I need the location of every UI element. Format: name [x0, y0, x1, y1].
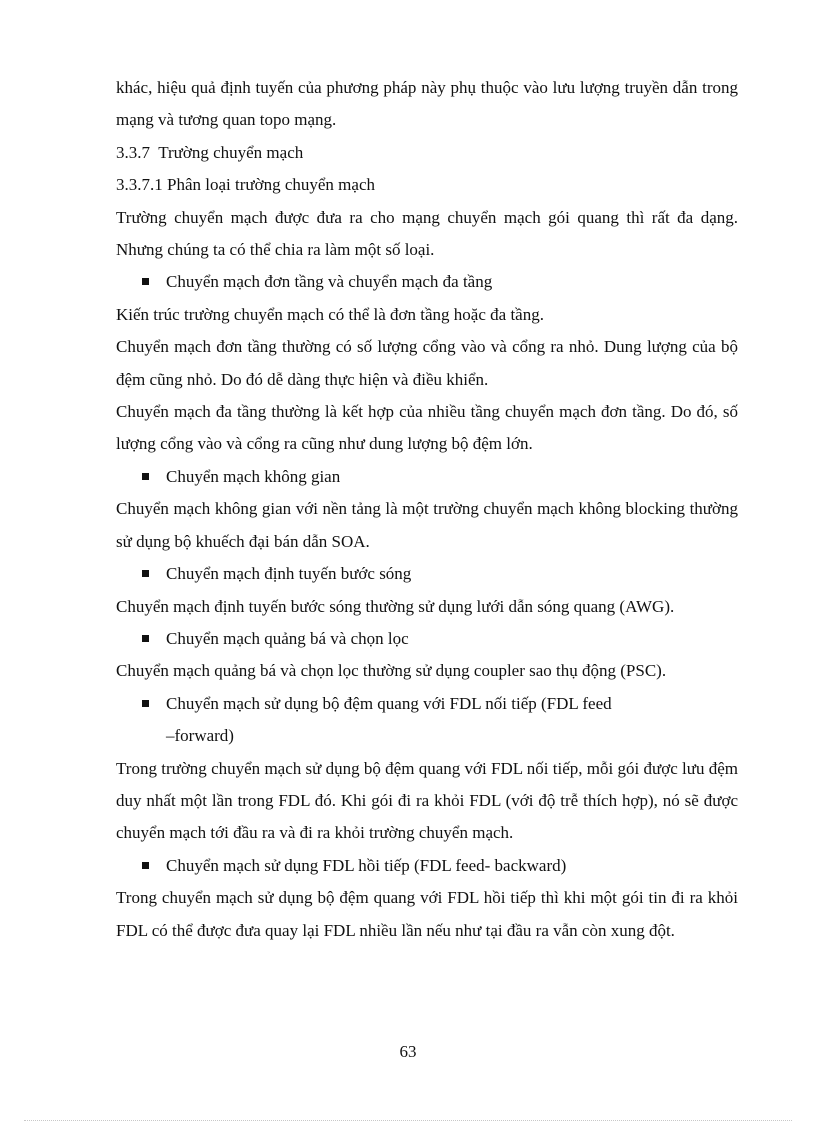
subsection-heading: 3.3.7.1 Phân loại trường chuyển mạch [116, 175, 375, 195]
square-bullet-icon [142, 862, 149, 869]
paragraph-7: Chuyển mạch quảng bá và chọn lọc thường sử dụng coupler sao thụ động (PSC). [116, 661, 667, 681]
paragraph-6: Chuyển mạch định tuyến bước sóng thường sử dụng lưới dẫn sóng quang (AWG). [116, 596, 675, 616]
square-bullet-icon [142, 700, 149, 707]
bullet-item [116, 461, 738, 493]
bullet-text: Chuyển mạch quảng bá và chọn lọc [166, 628, 409, 648]
bullet-text: Chuyển mạch không gian [166, 466, 341, 486]
paragraph-8: Trong trường chuyển mạch sử dụng bộ đệm quang với FDL nối tiếp, mỗi gói được lưu đệm duy nhất một lần trong FDL đó. Khi gói đi ra khỏi FDL (với độ trễ thích hợp), nó sẽ được chuyển mạch tới đầu ra và đi ra khỏi trường chuyển mạch. [116, 758, 738, 843]
bullet-item [116, 623, 738, 655]
paragraph-intro: khác, hiệu quả định tuyến của phương pháp này phụ thuộc vào lưu lượng truyền dẫn trong mạng và tương quan topo mạng. [116, 78, 738, 130]
bullet-item [116, 558, 738, 590]
square-bullet-icon [142, 570, 149, 577]
paragraph-5: Chuyển mạch không gian với nền tảng là một trường chuyển mạch không blocking thường sử dụng bộ khuếch đại bán dẫn SOA. [116, 499, 738, 551]
square-bullet-icon [142, 473, 149, 480]
page-bottom-rule [24, 1120, 792, 1121]
section-heading: 3.3.7 Trường chuyển mạch [116, 142, 304, 162]
bullet-item [116, 266, 738, 298]
paragraph-1: Trường chuyển mạch được đưa ra cho mạng chuyển mạch gói quang thì rất đa dạng. Nhưng chúng ta có thể chia ra làm một số loại. [116, 207, 738, 260]
paragraph-2: Kiến trúc trường chuyển mạch có thể là đơn tầng hoặc đa tầng. [116, 304, 544, 324]
page-number: 63 [399, 1042, 417, 1061]
paragraph-9: Trong chuyển mạch sử dụng bộ đệm quang với FDL hồi tiếp thì khi một gói tin đi ra khỏi FDL có thể được đưa quay lại FDL nhiều lần nếu như tại đầu ra vẫn còn xung đột. [116, 888, 738, 940]
paragraph-3: Chuyển mạch đơn tầng thường có số lượng cổng vào và cổng ra nhỏ. Dung lượng của bộ đệm cũng nhỏ. Do đó dễ dàng thực hiện và điều khiển. [116, 337, 738, 389]
bullet-item [116, 850, 738, 882]
bullet-text: Chuyển mạch đơn tầng và chuyển mạch đa tầng [166, 272, 493, 292]
bullet-text: Chuyển mạch định tuyến bước sóng [166, 564, 412, 584]
bullet-item [116, 688, 738, 753]
bullet-text: Chuyển mạch sử dụng bộ đệm quang với FDL nối tiếp (FDL feed –forward) [166, 693, 612, 746]
page-body [116, 72, 738, 947]
square-bullet-icon [142, 635, 149, 642]
paragraph-4: Chuyển mạch đa tầng thường là kết hợp của nhiều tầng chuyển mạch đơn tầng. Do đó, số lượng cổng vào và cổng ra cũng như dung lượng bộ đệm lớn. [116, 402, 738, 454]
square-bullet-icon [142, 278, 149, 285]
bullet-text: Chuyển mạch sử dụng FDL hồi tiếp (FDL feed- backward) [166, 855, 567, 875]
